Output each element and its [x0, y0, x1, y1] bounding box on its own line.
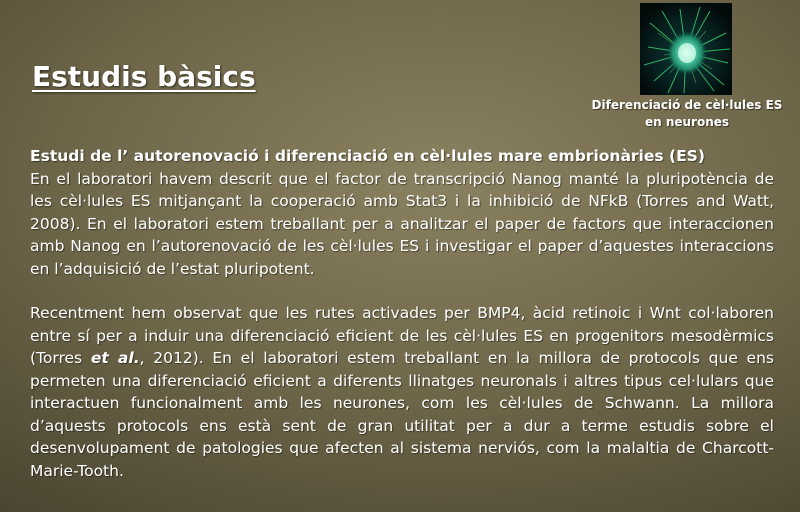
image-caption [580, 97, 794, 131]
paragraph-2-italic: et al. [90, 349, 140, 367]
section-heading: Estudi de l’ autorenovació i diferenciació en cèl·lules mare embrionàries (ES) [30, 147, 705, 165]
slide-content [30, 145, 774, 482]
page-title: Estudis bàsics [32, 60, 256, 93]
paragraph-2-part2: , 2012). En el laboratori estem treballant en la millora de protocols que ens permeten una diferenciació eficient a diferents llinatges neuronals i altres tipus cel·lulars que interactuen funcionalment amb les neurones, com les cèl·lules de Schwann. La millora d’aquests protocols ens està sent de gran utilitat per a dur a terme estudis sobre el desenvolupament de patologies que afecten al sistema nerviós, com la malaltia de Charcott-Marie-Tooth. [30, 349, 774, 480]
neuron-differentiation-image [640, 3, 732, 95]
paragraph-spacer [30, 280, 774, 302]
paragraph-1: En el laboratori havem descrit que el factor de transcripció Nanog manté la pluripotència de les cèl·lules ES mitjançant la cooperació amb Stat3 i la inhibició de NFkB (Torres and Watt, 2008). En el laboratori estem treballant per a analitzar el paper de factors que interaccionen amb Nanog en l’autorenovació de les cèl·lules ES i investigar el paper d’aquestes interaccions en l’adquisició de l’estat pluripotent. [30, 169, 774, 278]
paragraph-2-part1: Recentment hem observat que les rutes activades per BMP4, àcid retinoic i Wnt col·laboren entre sí per a induir una diferenciació eficient de les cèl·lules ES en progenitors mesodèrmics (Torres [30, 304, 774, 367]
microscopy-image [640, 3, 732, 95]
image-caption-line2: en neurones [644, 115, 730, 129]
image-caption-line1: Diferenciació de cèl·lules ES [591, 98, 783, 112]
paragraph-2 [30, 302, 774, 482]
